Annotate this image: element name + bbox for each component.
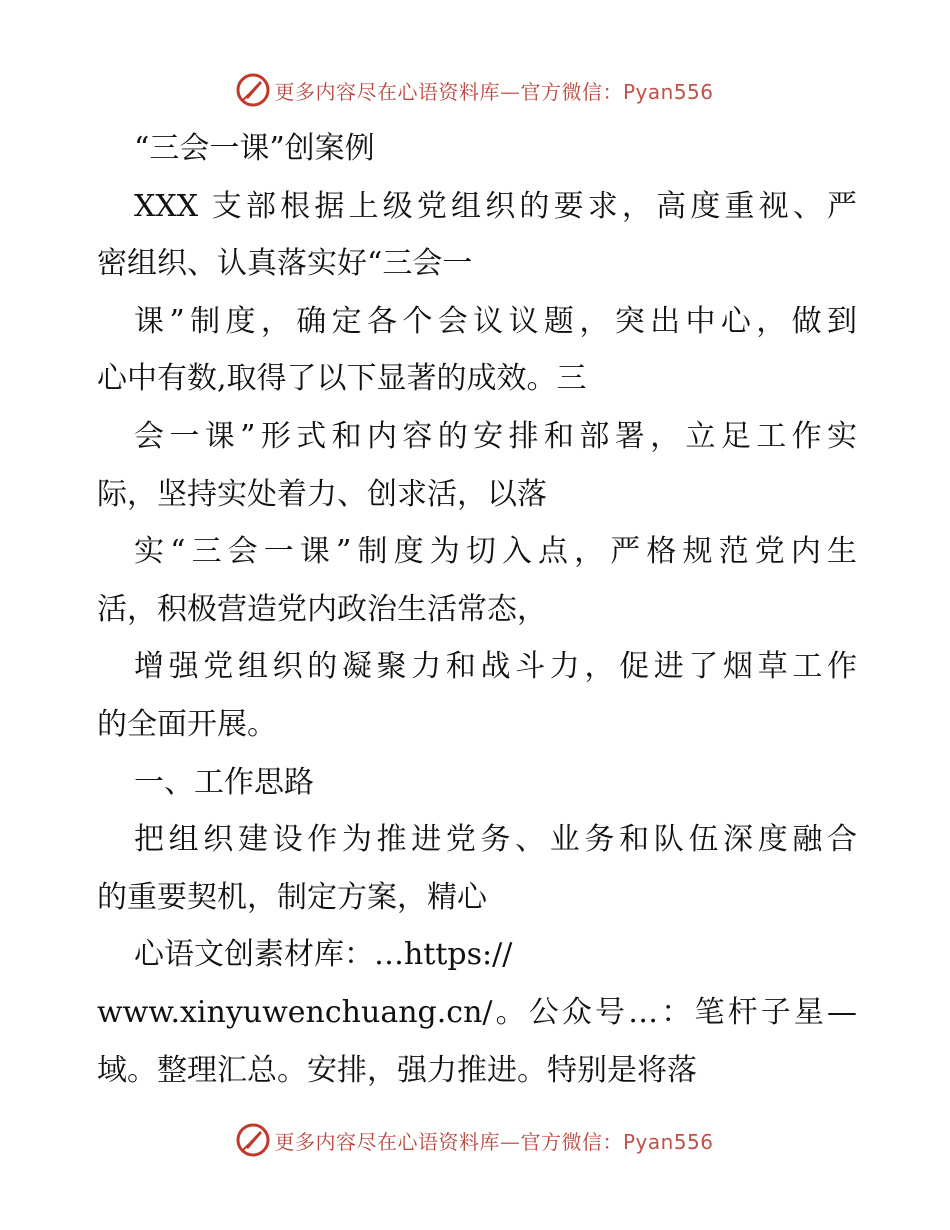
document-body [97,120,857,1099]
text-line: 的全面开展。 [97,706,277,742]
text-line: 密组织、认真落实好“三会一 [97,246,473,282]
banner-main-text: 更多内容尽在心语资料库 [274,79,500,104]
header-banner [0,72,950,108]
text-line: 活，积极营造党内政治生活常态， [97,591,547,627]
banner-dash: — [499,1129,521,1154]
banner-dash: — [499,79,521,104]
banner-wechat-id: Pyan556 [622,79,714,104]
section-heading: 一、工作思路 [134,764,314,800]
text-line: 际，坚持实处着力、创求活，以落 [97,476,547,512]
text-line: 域。整理汇总。安排，强力推进。特别是将落 [97,1052,697,1088]
text-line: 增强党组织的凝聚力和战斗力，促进了烟草工作 [134,649,857,685]
text-line: 的重要契机，制定方案，精心 [97,879,487,915]
text-line: 心中有数,取得了以下显著的成效。三 [97,361,587,397]
text-line: www.xinyuwenchuang.cn/。公众号…：笔杆子星— [97,994,857,1030]
text-line: 课”制度，确定各个会议议题，突出中心，做到 [134,303,857,339]
document-title: “三会一课”创案例 [134,131,375,166]
banner-wechat-label: 官方微信： [520,1129,623,1154]
banner-text [274,1126,713,1155]
text-line: 会一课”形式和内容的安排和部署，立足工作实 [134,418,857,454]
banner-wechat-label: 官方微信： [520,79,623,104]
text-line: 心语文创素材库：…https:// [134,937,513,973]
banner-text [274,76,713,105]
text-line: 实“三会一课”制度为切入点，严格规范党内生 [134,534,857,570]
banner-main-text: 更多内容尽在心语资料库 [274,1129,500,1154]
text-line: XXX 支部根据上级党组织的要求，高度重视、严 [134,188,857,224]
text-line: 把组织建设作为推进党务、业务和队伍深度融合 [134,822,857,858]
footer-banner [0,1122,950,1158]
quill-logo-icon [236,73,270,107]
banner-wechat-id: Pyan556 [622,1129,714,1154]
quill-logo-icon [236,1123,270,1157]
